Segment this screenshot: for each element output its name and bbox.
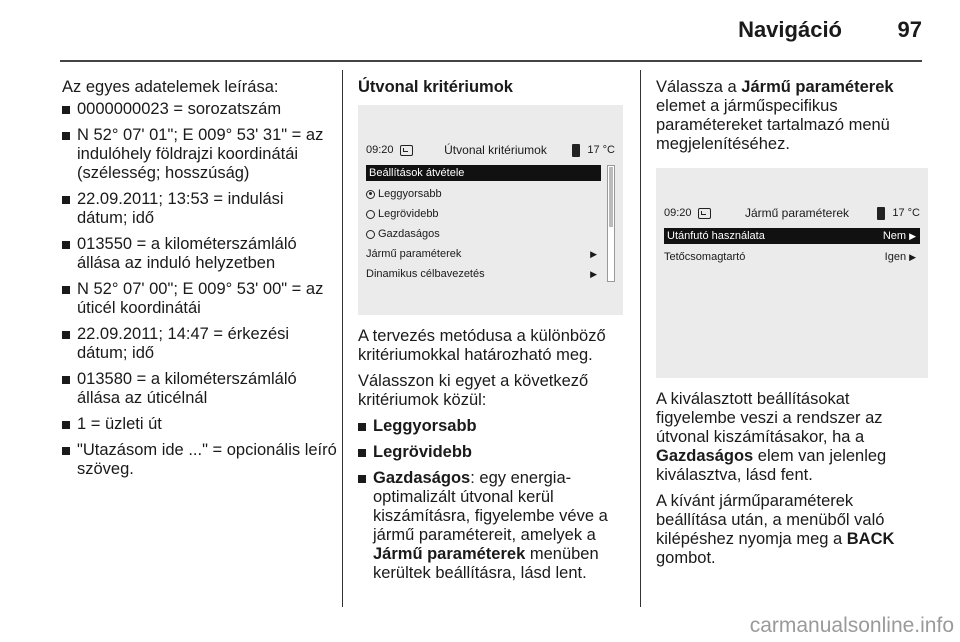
page-number: 97	[897, 17, 922, 42]
section-heading: Útvonal kritériumok	[358, 78, 513, 96]
bullet-icon	[62, 286, 70, 294]
screen-menu-item: Utánfutó használata Nem ▶	[664, 228, 920, 244]
bullet-icon	[62, 447, 70, 455]
list-item: N 52° 07' 00"; E 009° 53' 00" = az úticél koordinátái	[62, 280, 337, 318]
list-item: 0000000023 = sorozatszám	[62, 100, 337, 119]
paragraph: A kívánt járműparaméterek beállítása után, a menüből való kilépéshez nyomja meg a BACK gombot.	[656, 492, 895, 567]
paragraph: A tervezés metódusa a különböző kritériumokkal határozható meg.	[358, 327, 606, 364]
bullet-icon	[358, 423, 366, 431]
list-item: 22.09.2011; 13:53 = indulási dátum; idő	[62, 190, 337, 228]
screen-menu-item: Leggyorsabb	[366, 186, 601, 202]
list-item: 22.09.2011; 14:47 = érkezési dátum; idő	[62, 325, 337, 363]
list-item: 013550 = a kilométerszámláló állása az induló helyzetben	[62, 235, 337, 273]
screen-status-bar	[664, 204, 920, 223]
phone-icon	[877, 207, 885, 220]
intro-text: Az egyes adatelemek leírása:	[62, 78, 279, 96]
list-item: 013580 = a kilométerszámláló állása az úticélnál	[62, 370, 337, 408]
bullet-icon	[62, 421, 70, 429]
paragraph: Válassza a Jármű paraméterek elemet a járműspecifikus paramétereket tartalmazó menü megjelenítéséhez.	[656, 78, 894, 153]
screen-status-bar	[366, 141, 615, 160]
bullet-icon	[62, 241, 70, 249]
column-2	[358, 78, 623, 590]
watermark: carmanualsonline.info	[749, 614, 954, 637]
radio-icon	[366, 230, 375, 239]
screen-time: 09:20	[366, 144, 394, 156]
bullet-icon	[358, 475, 366, 483]
vehicle-parameters-screenshot	[656, 168, 928, 378]
back-icon	[698, 208, 711, 219]
bullet-icon	[62, 132, 70, 140]
screen-temp: 17 °C	[587, 144, 615, 156]
screen-title: Jármű paraméterek	[744, 206, 850, 220]
column-divider	[640, 70, 641, 607]
bullet-icon	[62, 106, 70, 114]
list-item: Leggyorsabb	[358, 417, 623, 436]
chevron-right-icon: ▶	[590, 269, 597, 279]
list-item: N 52° 07' 01"; E 009° 53' 31" = az indulóhely földrajzi koordinátái (szélesség; hosszúság)	[62, 126, 337, 183]
list-item: 1 = üzleti út	[62, 415, 337, 434]
screen-temp: 17 °C	[892, 207, 920, 219]
column-1	[62, 78, 337, 486]
column-divider	[342, 70, 343, 607]
bullet-icon	[62, 196, 70, 204]
screen-menu-item: Beállítások átvétele	[366, 165, 601, 181]
radio-icon	[366, 210, 375, 219]
header-rule	[60, 60, 922, 62]
screen-menu-item: Tetőcsomagtartó Igen ▶	[664, 251, 916, 263]
page-title: Navigáció	[738, 17, 842, 42]
paragraph: Válasszon ki egyet a következő kritériumok közül:	[358, 372, 589, 409]
list-item: Gazdaságos: egy energia-optimalizált útvonal kerül kiszámításra, figyelembe véve a jármű paramétereit, amelyek a Jármű paraméterek menüben kerültek beállításra, lásd lent.	[358, 469, 623, 583]
bullet-icon	[358, 449, 366, 457]
phone-icon	[572, 144, 580, 157]
chevron-right-icon: ▶	[590, 249, 597, 259]
column-3	[656, 78, 928, 575]
list-item: "Utazásom ide ..." = opcionális leíró szöveg.	[62, 441, 337, 479]
chevron-right-icon: ▶	[909, 252, 916, 262]
bullet-icon	[62, 376, 70, 384]
screen-menu-item: Dinamikus célbavezetés ▶	[366, 268, 597, 280]
bullet-icon	[62, 331, 70, 339]
list-item: Legrövidebb	[358, 443, 623, 462]
screen-title: Útvonal kritériumok	[444, 143, 547, 157]
chevron-right-icon: ▶	[909, 231, 916, 241]
back-icon	[400, 145, 413, 156]
screen-menu-item: Legrövidebb	[366, 206, 601, 222]
data-element-list	[62, 100, 337, 479]
criteria-list	[358, 417, 623, 583]
screen-menu-item: Gazdaságos	[366, 226, 601, 242]
radio-selected-icon	[366, 190, 375, 199]
route-criteria-screenshot	[358, 105, 623, 315]
screen-scrollbar	[607, 165, 615, 282]
screen-menu-item: Jármű paraméterek ▶	[366, 248, 597, 260]
paragraph: A kiválasztott beállításokat figyelembe veszi a rendszer az útvonal kiszámításakor, ha a Gazdaságos elem van jelenleg kiválasztva, lásd fent.	[656, 390, 887, 484]
screen-time: 09:20	[664, 207, 692, 219]
page-header	[0, 0, 960, 62]
